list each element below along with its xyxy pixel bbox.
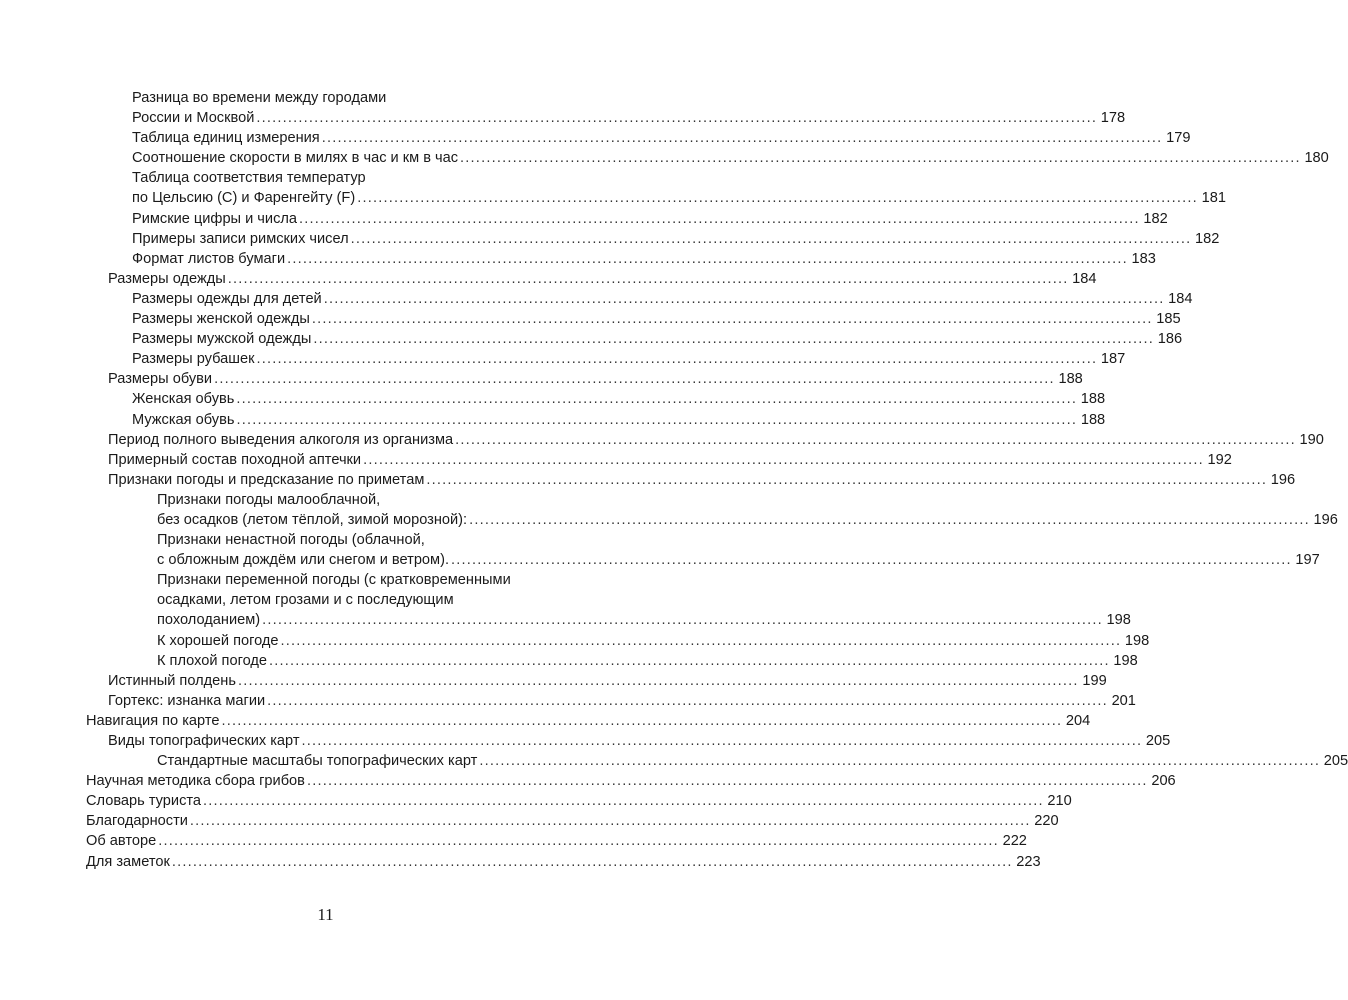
toc-page-number: 184 — [1168, 290, 1193, 307]
toc-entry — [157, 610, 1131, 630]
dot-leader: ................................................................................................................................................................ — [321, 130, 1163, 147]
toc-page-number: 196 — [1313, 511, 1338, 528]
toc-entry-title: Виды топографических карт — [108, 733, 300, 749]
toc-entry — [157, 751, 1348, 771]
toc-page-number: 184 — [1072, 270, 1097, 287]
toc-entry-line — [157, 490, 651, 510]
toc-page-number: 210 — [1047, 793, 1072, 810]
toc-page-number: 204 — [1065, 712, 1091, 729]
dot-leader: ................................................................................................................................................................ — [256, 351, 1098, 368]
toc-entry — [132, 148, 1329, 168]
toc-entry-title: Примеры записи римских чисел — [132, 230, 349, 247]
toc-entry — [86, 791, 1072, 811]
toc-entry — [108, 731, 1171, 751]
toc-entry — [132, 289, 1193, 309]
toc-entry — [157, 550, 1320, 570]
toc-entry — [132, 188, 1226, 208]
toc-entry-title: Размеры одежды для детей — [132, 290, 322, 307]
toc-entry — [108, 369, 1083, 389]
dot-leader: ................................................................................................................................................................ — [357, 190, 1198, 207]
toc-entry — [86, 852, 1041, 872]
toc-entry-title: Женская обувь — [132, 391, 235, 408]
toc-entry — [132, 108, 1126, 128]
toc-entry-title: Размеры обуви — [108, 371, 213, 388]
toc-entry-title: Словарь туриста — [86, 793, 201, 810]
dot-leader: ................................................................................................................................................................ — [301, 733, 1143, 749]
toc-page-number: 181 — [1201, 190, 1226, 207]
toc-entry-title: Признаки погоды малооблачной, — [157, 491, 381, 508]
toc-entry-line — [157, 570, 651, 590]
toc-entry-title: Признаки переменной погоды (с кратковременными — [157, 572, 511, 589]
dot-leader: ................................................................................................................................................................ — [262, 612, 1103, 629]
toc-entry — [108, 269, 1097, 289]
dot-leader: ................................................................................................................................................................ — [460, 150, 1301, 167]
toc-page-number: 198 — [1124, 632, 1150, 649]
toc-entry-title: Размеры женской одежды — [132, 311, 310, 328]
toc-entry-title: Разница во времени между городами — [132, 90, 387, 106]
toc-entry-title: России и Москвой — [132, 110, 255, 127]
toc-entry-title: без осадков (летом тёплой, зимой морозной): — [157, 511, 468, 528]
toc-entry-line — [132, 168, 651, 188]
toc-entry-title: Мужская обувь — [132, 411, 235, 428]
dot-leader: ................................................................................................................................................................ — [227, 270, 1069, 287]
toc-entry — [132, 209, 1168, 229]
toc-entry-title: Навигация по карте — [86, 712, 220, 729]
toc-page-number: 182 — [1195, 230, 1220, 247]
toc-page-number: 205 — [1145, 733, 1171, 749]
toc-entry — [157, 651, 1138, 671]
table-of-contents — [0, 88, 1348, 872]
toc-entry — [132, 349, 1126, 369]
toc-entry-title: Признаки погоды и предсказание по приметам — [108, 471, 425, 488]
toc-page-number: 179 — [1166, 130, 1191, 147]
toc-entry-title: с обложным дождём или снегом и ветром). — [157, 552, 449, 569]
toc-entry-title: Признаки ненастной погоды (облачной, — [157, 532, 425, 549]
toc-entry-title: Размеры одежды — [108, 270, 226, 287]
toc-entry — [108, 671, 1107, 691]
toc-page-number: 192 — [1207, 451, 1232, 468]
toc-entry — [132, 389, 1106, 409]
toc-entry-line — [157, 590, 651, 610]
toc-entry-title: Стандартные масштабы топографических карт — [157, 753, 478, 770]
dot-leader: ................................................................................................................................................................ — [363, 451, 1204, 468]
toc-entry-title: Научная методика сбора грибов — [86, 773, 305, 790]
toc-entry — [86, 711, 1091, 731]
toc-entry-title: Период полного выведения алкоголя из организма — [108, 431, 454, 448]
dot-leader: ................................................................................................................................................................ — [171, 853, 1013, 870]
toc-page-number: 196 — [1270, 471, 1296, 488]
toc-entry — [108, 450, 1232, 470]
toc-page-number: 206 — [1151, 773, 1176, 790]
dot-leader: ................................................................................................................................................................ — [236, 391, 1078, 408]
dot-leader: ................................................................................................................................................................ — [299, 210, 1140, 227]
dot-leader: ................................................................................................................................................................ — [221, 712, 1063, 729]
dot-leader: ................................................................................................................................................................ — [426, 471, 1268, 488]
toc-page-number: 205 — [1323, 753, 1348, 770]
toc-page-number: 220 — [1034, 813, 1059, 830]
toc-entry-line — [132, 88, 651, 108]
dot-leader: ................................................................................................................................................................ — [323, 290, 1165, 307]
dot-leader: ................................................................................................................................................................ — [267, 692, 1108, 709]
toc-entry — [157, 631, 1150, 651]
toc-entry-title: Римские цифры и числа — [132, 210, 297, 227]
dot-leader: ................................................................................................................................................................ — [203, 793, 1044, 810]
toc-entry — [132, 410, 1106, 430]
toc-entry-title: Примерный состав походной аптечки — [108, 451, 362, 468]
toc-entry-title: Размеры мужской одежды — [132, 331, 312, 348]
toc-page-number: 178 — [1100, 110, 1126, 127]
toc-entry — [157, 510, 1338, 530]
toc-entry-title: похолоданием) — [157, 612, 261, 629]
dot-leader: ................................................................................................................................................................ — [280, 632, 1122, 649]
toc-entry-title: осадками, летом грозами и с последующим — [157, 592, 454, 609]
toc-page-number: 222 — [1002, 833, 1027, 850]
dot-leader: ................................................................................................................................................................ — [350, 230, 1192, 247]
toc-page-number: 188 — [1080, 411, 1106, 428]
toc-page-number: 187 — [1100, 351, 1126, 368]
toc-entry-title: К хорошей погоде — [157, 632, 279, 649]
toc-page-number: 185 — [1156, 311, 1181, 328]
toc-entry — [132, 329, 1183, 349]
toc-entry-title: Таблица единиц измерения — [132, 130, 320, 147]
toc-entry — [86, 831, 1027, 851]
toc-entry-title: Таблица соответствия температур — [132, 170, 366, 187]
dot-leader: ................................................................................................................................................................ — [479, 753, 1321, 770]
toc-page-number: 182 — [1143, 210, 1168, 227]
toc-entry-title: Об авторе — [86, 833, 157, 850]
toc-entry — [86, 771, 1176, 791]
toc-page-number: 186 — [1157, 331, 1183, 348]
toc-entry — [132, 229, 1220, 249]
toc-entry-title: Истинный полдень — [108, 672, 236, 689]
dot-leader: ................................................................................................................................................................ — [287, 250, 1128, 267]
dot-leader: ................................................................................................................................................................ — [214, 371, 1055, 388]
toc-page-number: 198 — [1113, 652, 1138, 669]
dot-leader: ................................................................................................................................................................ — [158, 833, 999, 850]
toc-page-number: 199 — [1082, 672, 1107, 689]
dot-leader: ................................................................................................................................................................ — [313, 331, 1155, 348]
toc-page-number: 180 — [1304, 150, 1329, 167]
toc-entry — [108, 430, 1324, 450]
dot-leader: ................................................................................................................................................................ — [306, 773, 1148, 790]
toc-entry-title: К плохой погоде — [157, 652, 267, 669]
toc-entry-title: Размеры рубашек — [132, 351, 255, 368]
toc-entry — [132, 128, 1191, 148]
dot-leader: ................................................................................................................................................................ — [311, 311, 1153, 328]
toc-page-number: 188 — [1058, 371, 1083, 388]
toc-entry-title: Благодарности — [86, 813, 188, 830]
toc-entry-title: Формат листов бумаги — [132, 250, 286, 267]
toc-page-number: 223 — [1016, 853, 1041, 870]
dot-leader: ................................................................................................................................................................ — [451, 552, 1292, 569]
toc-entry — [108, 470, 1296, 490]
toc-entry — [132, 249, 1156, 269]
toc-entry — [108, 691, 1136, 711]
toc-page-number: 188 — [1080, 391, 1106, 408]
dot-leader: ................................................................................................................................................................ — [189, 813, 1031, 830]
dot-leader: ................................................................................................................................................................ — [236, 411, 1078, 428]
dot-leader: ................................................................................................................................................................ — [455, 431, 1296, 448]
toc-entry — [132, 309, 1181, 329]
dot-leader: ................................................................................................................................................................ — [237, 672, 1079, 689]
toc-entry — [86, 811, 1059, 831]
page-number: 11 — [317, 905, 334, 924]
toc-entry-title: Для заметок — [86, 853, 170, 870]
toc-page-number: 183 — [1131, 250, 1156, 267]
toc-page-number: 190 — [1299, 431, 1324, 448]
dot-leader: ................................................................................................................................................................ — [269, 652, 1110, 669]
toc-entry-line — [157, 530, 651, 550]
toc-entry-title: по Цельсию (C) и Фаренгейту (F) — [132, 190, 356, 207]
toc-page-number: 198 — [1106, 612, 1131, 629]
toc-page-number: 197 — [1295, 552, 1320, 569]
toc-page-number: 201 — [1111, 692, 1136, 709]
dot-leader: ................................................................................................................................................................ — [469, 511, 1310, 528]
toc-entry-title: Гортекс: изнанка магии — [108, 692, 266, 709]
dot-leader: ................................................................................................................................................................ — [256, 110, 1098, 127]
toc-entry-title: Соотношение скорости в милях в час и км в час — [132, 150, 459, 167]
